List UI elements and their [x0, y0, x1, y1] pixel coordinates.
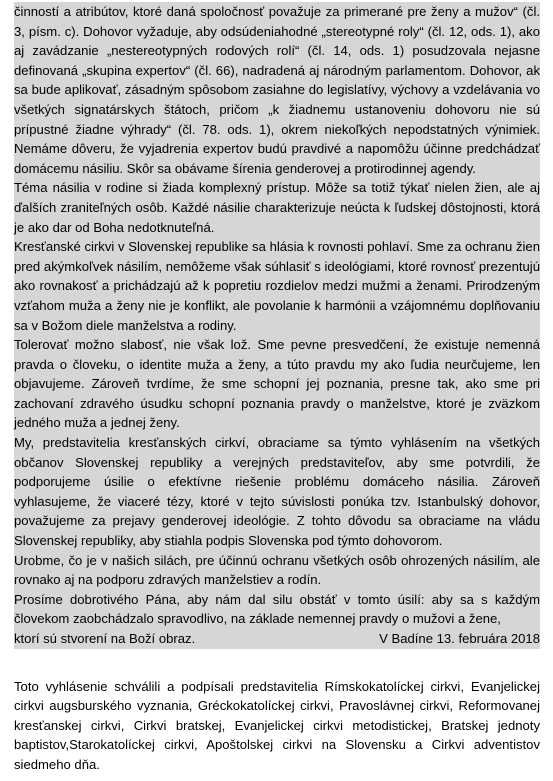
signature-line — [14, 629, 540, 649]
document-page — [14, 2, 540, 775]
closing-note: Toto vyhlásenie schválili a podpísali predstavitelia Rímskokatolíckej cirkvi, Evanjelickej cirkvi augsburského vyznania, Gréckokatolíckej cirkvi, Pravoslávnej cirkvi, Reformovanej kresťanskej cirkvi, Cirkvi bratskej, Evanjelickej cirkvi metodistickej, Bratskej jednoty baptistov,Starokatolíckej cirkvi, Apoštolskej cirkvi na Slovensku a Cirkvi adventistov siedmeho dňa. — [14, 678, 540, 772]
place-and-date: V Badíne 13. februára 2018 — [379, 631, 540, 646]
paragraph-pravda-o-cloveku: Tolerovať možno slabosť, nie však lož. Sme pevne presvedčení, že existuje nemenná pravda o človeku, o identite muža a ženy, a túto pravdu my ako ľudia neurčujeme, len objavujeme. Zároveň tvrdíme, že sme schopní jej poznania, presne tak, ako sme pri zachovaní zdravého úsudku schopní poznania pravdy o manželstve, ktoré je zväzkom jedného muža a jednej ženy. — [14, 335, 540, 433]
paragraph-prosime: Prosíme dobrotivého Pána, aby nám dal silu obstáť v tomto úsilí: aby sa s každým človekom zaobchádzalo spravodlivo, na základe nemennej pravdy o mužovi a žene, — [14, 590, 540, 629]
paragraph-dohovor: činností a atribútov, ktoré daná spoločnosť považuje za primerané pre ženy a mužov“ (čl. 3, písm. c). Dohovor vyžaduje, aby odsúdeniahodné „stereotypné roly“ (čl. 12, ods. 1), ako aj zavádzanie „nestereotypných rodových rolí“ (čl. 14, ods. 1) posudzovala nejasne definovaná „skupina expertov“ (čl. 66), nadradená aj národným parlamentom. Dohovor, ak sa bude aplikovať, zásadným spôsobom zasiahne do legislatívy, výchovy a vzdelávania vo všetkých signatárskych štátoch, pričom „k žiadnemu ustanoveniu dohovoru nie sú prípustné žiadne výhrady“ (čl. 78. ods. 1), okrem niekoľkých nepodstatných výnimiek. Nemáme dôveru, že vyjadrenia expertov budú pravdivé a napomôžu účinne predchádzať domácemu násiliu. Skôr sa obávame šírenia genderovej a protirodinnej agendy. — [14, 2, 540, 178]
paragraph-nasilie-v-rodine: Téma násilia v rodine si žiada komplexný prístup. Môže sa totiž týkať nielen žien, ale aj ďalších zraniteľných osôb. Každé násilie charakterizuje neúcta k ľudskej dôstojnosti, ktorá je ako dar od Boha nedotknuteľná. — [14, 178, 540, 237]
last-line-text: ktorí sú stvorení na Boží obraz. — [14, 631, 196, 646]
paragraph-vyzva-vlade: My, predstavitelia kresťanských cirkví, obraciame sa týmto vyhlásením na všetkých občanov Slovenskej republiky a verejných predstaviteľov, aby sme potvrdili, že podporujeme úsilie o efektívne riešenie problému domáceho násilia. Zároveň vyhlasujeme, že viaceré tézy, ktoré v tejto súvislosti ponúka tzv. Istanbulský dohovor, považujeme za prejavy genderovej ideológie. Z tohto dôvodu sa obraciame na vládu Slovenskej republiky, aby stiahla podpis Slovenska pod týmto dohovorom. — [14, 433, 540, 551]
paragraph-rovnost-pohlavi: Kresťanské cirkvi v Slovenskej republike sa hlásia k rovnosti pohlaví. Sme za ochranu žien pred akýmkoľvek násilím, nemôžeme však súhlasiť s ideológiami, ktoré rovnosť prezentujú ako rovnakosť a prichádzajú až k popretiu rozdielov medzi mužmi a ženami. Prirodzeným vzťahom muža a ženy nie je konflikt, ale povolanie k harmónii a vzájomnému doplňovaniu sa v Božom diele manželstva a rodiny. — [14, 237, 540, 335]
paragraph-urobme: Urobme, čo je v našich silách, pre účinnú ochranu všetkých osôb ohrozených násilím, ale rovnako aj na podporu zdravých manželstiev a rodín. — [14, 551, 540, 590]
